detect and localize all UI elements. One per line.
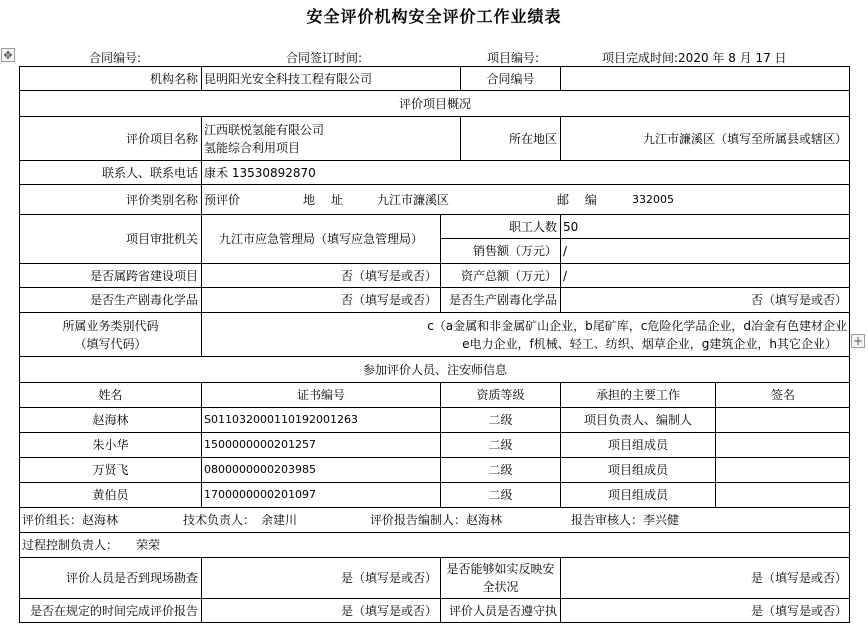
- cross-province-value[interactable]: 否（填写是或否）: [201, 263, 440, 287]
- postcode-value[interactable]: 332005: [632, 192, 674, 206]
- business-code-line1: c（a金属和非金属矿山企业，b尾矿库，c危险化学品企业，d冶金有色建材企业: [427, 318, 847, 333]
- table-row-role[interactable]: 项目组成员: [560, 457, 715, 482]
- table-row-name[interactable]: 万贤飞: [19, 457, 201, 482]
- contact-label: 联系人、联系电话: [19, 160, 201, 184]
- business-code-label: [19, 312, 201, 356]
- table-row-level[interactable]: 二级: [440, 432, 560, 457]
- discipline-label: 评价人员是否遵守执: [440, 598, 560, 623]
- table-row-cert[interactable]: 1700000000201097: [201, 482, 440, 507]
- onsite-value[interactable]: 是（填写是或否）: [201, 557, 440, 598]
- report-reviewer[interactable]: 报告审核人：李兴健: [571, 513, 680, 527]
- produce-toxic-value[interactable]: 否（填写是或否）: [201, 287, 440, 312]
- table-row-sign[interactable]: [715, 407, 850, 432]
- page-title: 安全评价机构安全评价工作业绩表: [306, 7, 562, 26]
- onsite-label: 评价人员是否到现场勘查: [19, 557, 201, 598]
- col-sign-header: 签名: [715, 382, 850, 407]
- contract-no-label: 合同编号:: [89, 51, 142, 65]
- personnel-heading: 参加评价人员、注安师信息: [19, 356, 850, 382]
- table-row-level[interactable]: 二级: [440, 482, 560, 507]
- address-label: 地 址: [303, 192, 343, 207]
- table-row-level[interactable]: 二级: [440, 457, 560, 482]
- project-name-line1: 江西联悦氢能有限公司: [204, 122, 325, 137]
- employees-label: 职工人数: [440, 214, 560, 238]
- ontime-value[interactable]: 是（填写是或否）: [201, 598, 440, 623]
- table-row-cert[interactable]: 0800000000203985: [201, 457, 440, 482]
- produce-toxic-label-2: 是否生产剧毒化学品: [440, 287, 560, 312]
- project-name-value[interactable]: [201, 116, 460, 160]
- table-row-cert[interactable]: 1500000000201257: [201, 432, 440, 457]
- category-row: [201, 184, 850, 214]
- category-value[interactable]: 预评价: [204, 192, 241, 207]
- project-name-line2: 氢能综合利用项目: [204, 140, 301, 155]
- sales-label: 销售额（万元）: [440, 238, 560, 263]
- business-code-label-line1: 所属业务类别代码: [62, 318, 159, 333]
- business-code-value[interactable]: [201, 312, 850, 356]
- col-cert-header: 证书编号: [201, 382, 440, 407]
- table-row-name[interactable]: 黄伯员: [19, 482, 201, 507]
- col-name-header: 姓名: [19, 382, 201, 407]
- category-label: 评价类别名称: [19, 184, 201, 214]
- ontime-label: 是否在规定的时间完成评价报告: [19, 598, 201, 623]
- table-row-name[interactable]: 赵海林: [19, 407, 201, 432]
- org-contract-label: 合同编号: [460, 66, 560, 90]
- complete-time: 项目完成时间:2020 年 8 月 17 日: [602, 51, 787, 65]
- overview-heading: 评价项目概况: [19, 90, 850, 116]
- table-row-sign[interactable]: [715, 482, 850, 507]
- add-row-icon[interactable]: +: [852, 334, 864, 348]
- project-no-label: 项目编号:: [487, 51, 540, 65]
- org-name-label: 机构名称: [19, 66, 201, 90]
- reflect-value[interactable]: 是（填写是或否）: [560, 557, 850, 598]
- region-value[interactable]: 九江市濂溪区（填写至所属县或辖区）: [560, 116, 850, 160]
- approval-label: 项目审批机关: [19, 214, 201, 263]
- approval-value[interactable]: 九江市应急管理局（填写应急管理局）: [201, 214, 440, 263]
- project-name-label: 评价项目名称: [19, 116, 201, 160]
- produce-toxic-value-2[interactable]: 否（填写是或否）: [560, 287, 850, 312]
- table-row-name[interactable]: 朱小华: [19, 432, 201, 457]
- address-value[interactable]: 九江市濂溪区: [377, 192, 450, 207]
- discipline-value[interactable]: 是（填写是或否）: [560, 598, 850, 623]
- table-row-role[interactable]: 项目负责人、编制人: [560, 407, 715, 432]
- sales-value[interactable]: /: [560, 238, 850, 263]
- cross-province-label: 是否属跨省建设项目: [19, 263, 201, 287]
- table-row-role[interactable]: 项目组成员: [560, 482, 715, 507]
- table-row-level[interactable]: 二级: [440, 407, 560, 432]
- business-code-line2: e电力企业，f机械、轻工、纺织、烟草企业，g建筑企业，h其它企业）: [462, 336, 837, 351]
- reflect-label: [440, 557, 560, 598]
- table-row-sign[interactable]: [715, 457, 850, 482]
- performance-table: [19, 66, 850, 632]
- table-row-cert[interactable]: S011032000110192001263: [201, 407, 440, 432]
- org-contract-value[interactable]: [560, 66, 850, 90]
- leaders-row: [19, 507, 850, 532]
- col-level-header: 资质等级: [440, 382, 560, 407]
- assets-label: 资产总额（万元）: [440, 263, 560, 287]
- reflect-label-line2: 全状况: [482, 580, 519, 594]
- sign-time-label: 合同签订时间:: [286, 51, 363, 65]
- table-row-sign[interactable]: [715, 432, 850, 457]
- table-move-handle-icon[interactable]: ✥: [1, 48, 15, 62]
- reflect-label-line1: 是否能够如实反映安: [446, 562, 555, 576]
- col-role-header: 承担的主要工作: [560, 382, 715, 407]
- employees-value[interactable]: 50: [560, 214, 850, 238]
- postcode-label: 邮 编: [557, 192, 597, 207]
- group-leader[interactable]: 评价组长：赵海林: [22, 513, 119, 527]
- business-code-label-line2: （填写代码）: [74, 336, 147, 351]
- process-control[interactable]: 过程控制负责人： 荣荣: [19, 532, 850, 557]
- contact-value[interactable]: 康禾 13530892870: [201, 160, 850, 184]
- tech-leader[interactable]: 技术负责人： 余建川: [183, 513, 298, 527]
- assets-value[interactable]: /: [560, 263, 850, 287]
- report-author[interactable]: 评价报告编制人：赵海林: [370, 513, 503, 527]
- table-row-role[interactable]: 项目组成员: [560, 432, 715, 457]
- region-label: 所在地区: [460, 116, 560, 160]
- produce-toxic-label: 是否生产剧毒化学品: [19, 287, 201, 312]
- org-name-value[interactable]: 昆明阳光安全科技工程有限公司: [201, 66, 460, 90]
